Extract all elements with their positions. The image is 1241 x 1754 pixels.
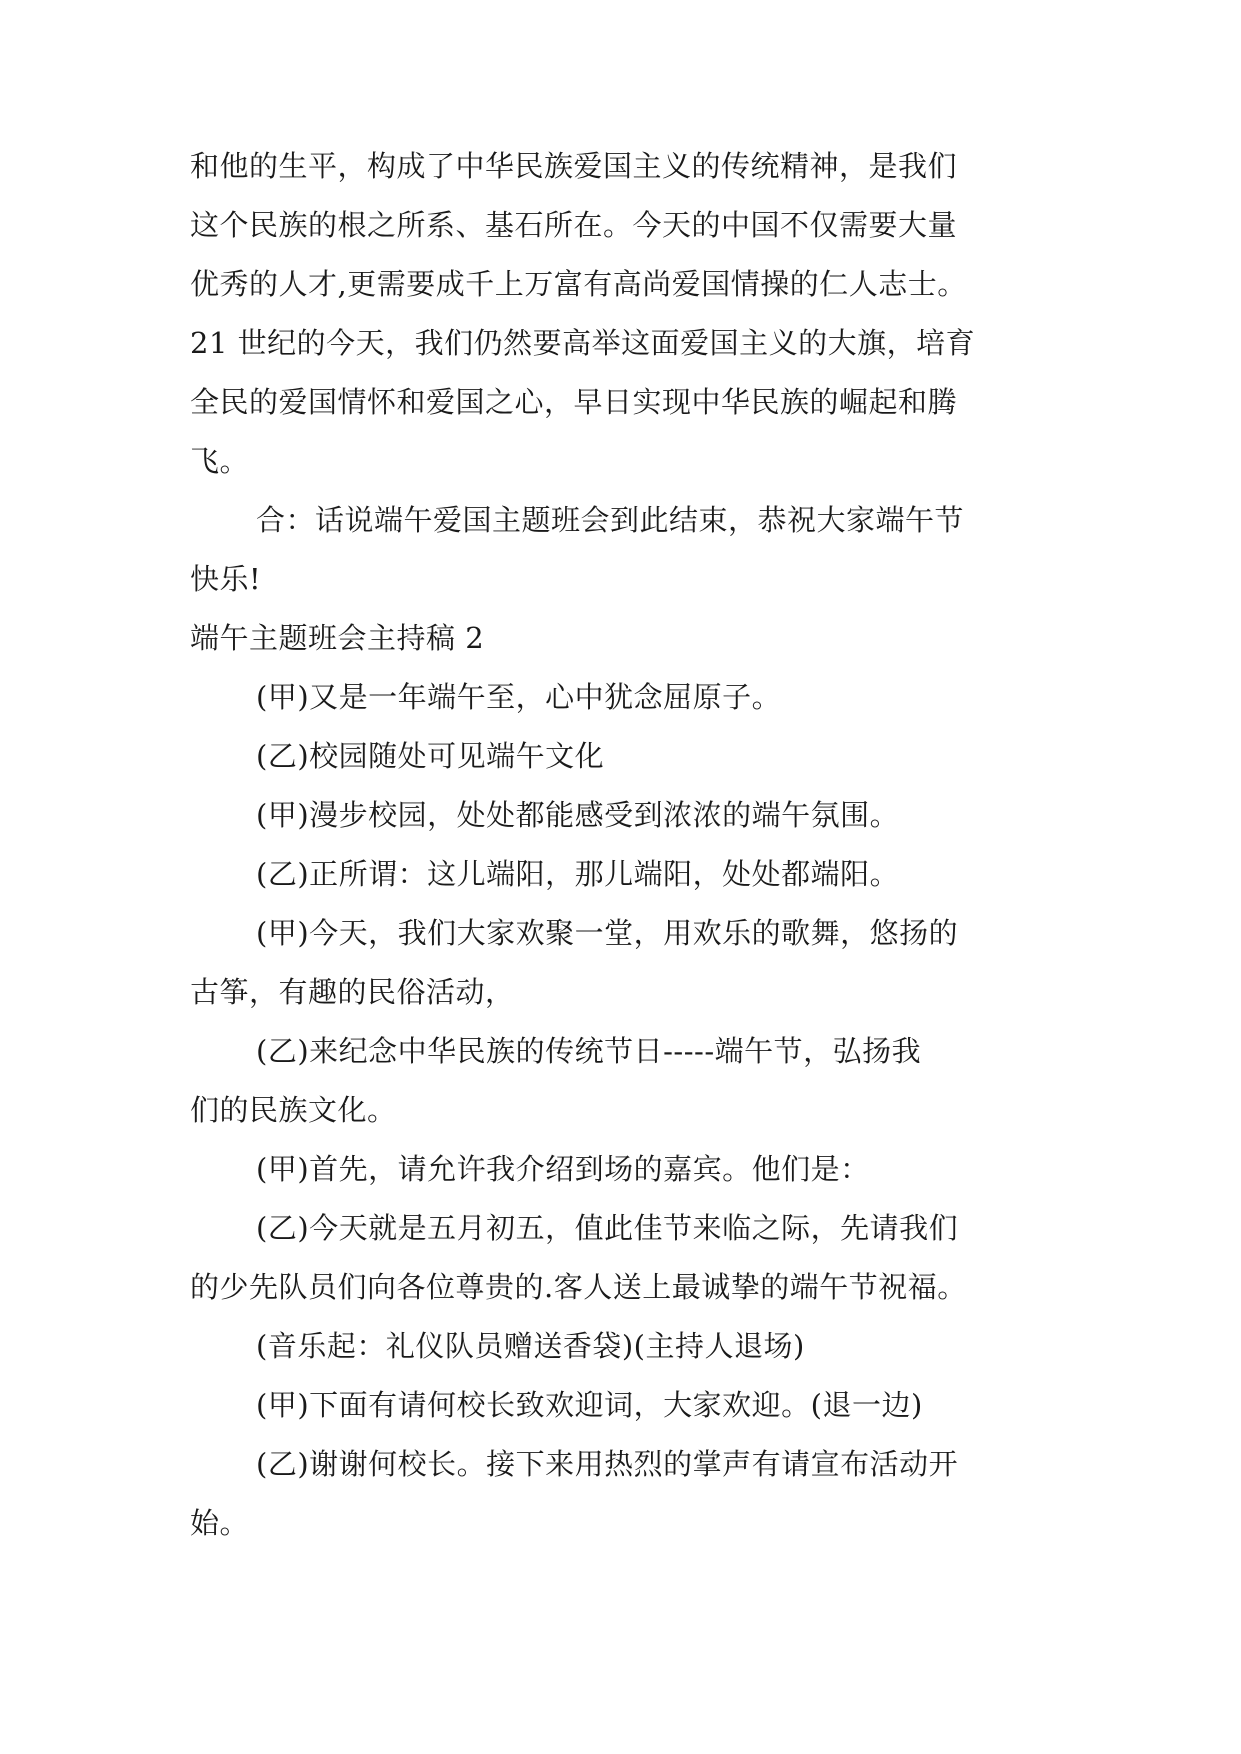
text-line: 古筝，有趣的民俗活动， (190, 975, 515, 1009)
text-line: (甲)漫步校园，处处都能感受到浓浓的端午氛围。 (256, 798, 900, 832)
text-line: 和他的生平，构成了中华民族爱国主义的传统精神，是我们 (190, 149, 958, 183)
text-line: 这个民族的根之所系、基石所在。今天的中国不仅需要大量 (190, 208, 958, 242)
text-line: 合：话说端午爱国主题班会到此结束，恭祝大家端午节 (256, 503, 965, 537)
text-line: 优秀的人才,更需要成千上万富有高尚爱国情操的仁人志士。 (190, 267, 967, 301)
text-line: 全民的爱国情怀和爱国之心，早日实现中华民族的崛起和腾 (190, 385, 958, 419)
text-line: (甲)今天，我们大家欢聚一堂，用欢乐的歌舞，悠扬的 (256, 916, 959, 950)
text-line: (甲)又是一年端午至，心中犹念屈原子。 (256, 680, 782, 714)
text-line: 飞。 (190, 444, 250, 478)
text-line: (音乐起：礼仪队员赠送香袋)(主持人退场) (256, 1329, 805, 1363)
text-line: (乙)来纪念中华民族的传统节日-----端午节，弘扬我 (256, 1034, 922, 1068)
text-line: (甲)首先，请允许我介绍到场的嘉宾。他们是： (256, 1152, 870, 1186)
text-line: (乙)校园随处可见端午文化 (256, 739, 605, 773)
text-line: (甲)下面有请何校长致欢迎词，大家欢迎。(退一边) (256, 1388, 923, 1422)
text-line: 始。 (190, 1506, 250, 1540)
text-line: (乙)今天就是五月初五，值此佳节来临之际，先请我们 (256, 1211, 959, 1245)
section-heading: 端午主题班会主持稿 2 (190, 621, 485, 655)
text-line: (乙)谢谢何校长。接下来用热烈的掌声有请宣布活动开 (256, 1447, 959, 1481)
text-line: 们的民族文化。 (190, 1093, 397, 1127)
text-line: 快乐! (190, 562, 262, 596)
text-line: 21 世纪的今天，我们仍然要高举这面爱国主义的大旗，培育 (190, 326, 976, 360)
text-line: 的少先队员们向各位尊贵的.客人送上最诚挚的端午节祝福。 (190, 1270, 967, 1304)
text-line: (乙)正所谓：这儿端阳，那儿端阳，处处都端阳。 (256, 857, 900, 891)
